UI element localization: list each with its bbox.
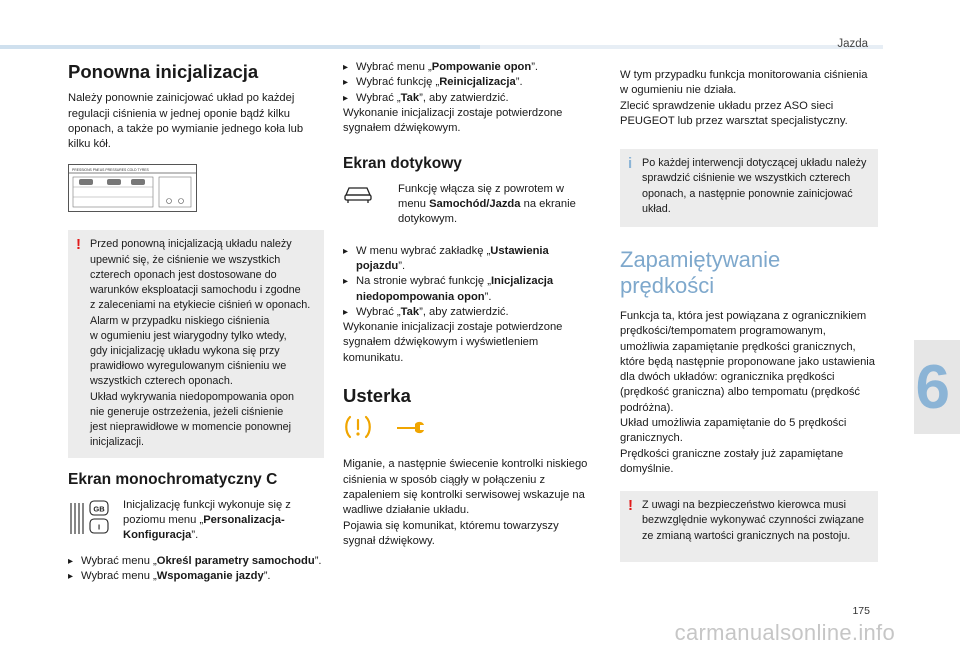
bullet-icon: ▸ [343, 276, 349, 288]
warning-line: prawidłowo wyregulowanym ciśnieniu we [90, 360, 287, 373]
mono-screen-title: Ekran monochromatyczny C [68, 471, 278, 489]
gb-button-label: GB [93, 504, 105, 514]
warning-line: Przed ponowną inicjalizacją układu należy [90, 238, 292, 251]
touch-text: Funkcję włącza się z powrotem w menu Samochód/Jazda na ekranie dotykowym. [398, 182, 576, 226]
bullet-icon: ▸ [343, 77, 349, 89]
speed-memory-title: Zapamiętywanie prędkości [620, 247, 781, 298]
bullet-icon: ▸ [68, 555, 74, 567]
watermark: carmanualsonline.info [674, 620, 895, 645]
column-3 [620, 68, 878, 562]
warning-line: jest nieprawidłowe w momencie ponownej [90, 420, 292, 433]
list-item: ▸ Wybrać „Tak”, aby zatwierdzić. [343, 91, 593, 106]
tyre-label-text: PRESSIONS PNEUS PRESSURES COLD TYRES [72, 168, 149, 173]
tyre-pressure-label-image [68, 164, 197, 212]
confirm-text-1: Wykonanie inicjalizacji zostaje potwierdzone sygnałem dźwiękowym. [343, 106, 563, 135]
warning-exclamation-icon: ! [76, 236, 81, 254]
mono-screen-row [68, 498, 324, 544]
list-item: ▸ W menu wybrać zakładkę „Ustawienia pojazdu”. [343, 244, 593, 275]
bullet-icon: ▸ [343, 306, 349, 318]
page-number: 175 [852, 605, 870, 617]
speed-memory-text: Funkcja ta, która jest powiązana z ogranicznikiem prędkości/tempomatem programowanym, umożliwia zapamiętanie prędkości granicznych, które będą następnie proponowane jako ustawienia dla dwóch układów: ogranicznika prędkości (prędkość graniczna) albo tempomatu (prędkość podróżna). Układ umożliwia zapamiętanie do 5 prędkości granicznych. Prędkości graniczne zostały już zapamiętane domyślnie. [620, 310, 876, 475]
tyre-label-drawing [69, 165, 196, 211]
list-item: ▸ Na stronie wybrać funkcję „Inicjalizacja niedopompowania opon”. [343, 274, 593, 305]
fault-text: Miganie, a następnie świecenie kontrolki niskiego ciśnienia w sposób ciągły w połączeniu z zapaleniem się kontrolki serwisowej wskazuje na wadliwe działanie układu. Pojawia się komunikat, któremu towarzyszy sygnał dźwiękowy. [343, 458, 588, 547]
warning-line: inicjalizacji. [90, 436, 145, 449]
reinit-warning-note [68, 230, 324, 458]
info-icon: i [628, 155, 633, 173]
service-wrench-icon [393, 413, 427, 441]
fault-icons [343, 413, 593, 441]
warning-exclamation-icon: ! [628, 497, 633, 515]
fault-title: Usterka [343, 385, 411, 407]
touch-screen-row [343, 182, 593, 228]
info-note: i Po każdej interwencji dotyczącej układu należy sprawdzić ciśnienie we wszystkich czterech oponach, a następnie ponownie zainicjować układ. [620, 149, 878, 227]
reinit-intro: Należy ponownie zainicjować układ po każdej regulacji ciśnienia w jednej oponie bądź kilku oponach, a także po wymianie jednego koła lub kilku kół. [68, 92, 304, 151]
confirm-text-2: Wykonanie inicjalizacji zostaje potwierdzone sygnałem dźwiękowym i wyświetleniem komunikatu. [343, 321, 563, 364]
header-bar [0, 45, 480, 49]
i-button-label: I [97, 522, 101, 532]
warning-line: czterech oponach jest dostosowane do [90, 268, 277, 281]
warning-line: z zaleceniami na etykiecie ciśnień w oponach. [90, 299, 311, 312]
section-title-reinit: Ponowna inicjalizacja [68, 61, 259, 82]
warning-line: nie generuje ostrzeżenia, jeżeli ciśnienie [90, 405, 284, 418]
column-2 [343, 60, 593, 549]
car-icon [343, 182, 398, 209]
warning-line: Alarm w przypadku niskiego ciśnienia [90, 314, 270, 327]
speed-warning-note: ! Z uwagi na bezpieczeństwo kierowca musi bezwzględnie wykonywać czynności związane ze zmianą wartości granicznych na postoju. [620, 491, 878, 562]
column-1 [68, 60, 324, 584]
list-item: ▸ Wybrać menu „Określ parametry samochodu”. [68, 554, 324, 569]
chapter-number: 6 [915, 353, 950, 422]
touch-screen-title: Ekran dotykowy [343, 155, 462, 173]
tyre-pressure-warning-icon [343, 413, 373, 441]
section-name: Jazda [837, 38, 868, 50]
bullet-icon: ▸ [68, 570, 74, 582]
list-item: ▸ Wybrać funkcję „Reinicjalizacja”. [343, 75, 593, 90]
warning-line: w ogumieniu jest wiarygodny tylko wtedy, [90, 329, 287, 342]
warning-line: gdy inicjalizację układu wykona się przy [90, 344, 280, 357]
list-item: ▸ Wybrać menu „Wspomaganie jazdy”. [68, 569, 324, 584]
warning-line: warunków eksploatacji samochodu i zgodne [90, 284, 301, 297]
warning-line: wszystkich czterech oponach. [90, 375, 233, 388]
header-bar-right [480, 45, 883, 49]
fault-continued-text: W tym przypadku funkcja monitorowania ciśnienia w ogumieniu nie działa. Zlecić sprawdzenie układu przez ASO sieci PEUGEOT lub przez warsztat specjalistyczny. [620, 69, 868, 127]
warning-line: Układ wykrywania niedopompowania opon [90, 390, 295, 403]
mono-text: Inicjalizację funkcji wykonuje się z poziomu menu „Personalizacja-Konfiguracja”. [123, 498, 291, 542]
list-item: ▸ Wybrać menu „Pompowanie opon”. [343, 60, 593, 75]
bullet-icon: ▸ [343, 92, 349, 104]
warning-line: upewnić się, że ciśnienie we wszystkich [90, 253, 281, 266]
bullet-icon: ▸ [343, 245, 349, 257]
mono-control-icon [68, 498, 123, 543]
bullet-icon: ▸ [343, 62, 349, 73]
list-item: ▸ Wybrać „Tak”, aby zatwierdzić. [343, 305, 593, 320]
